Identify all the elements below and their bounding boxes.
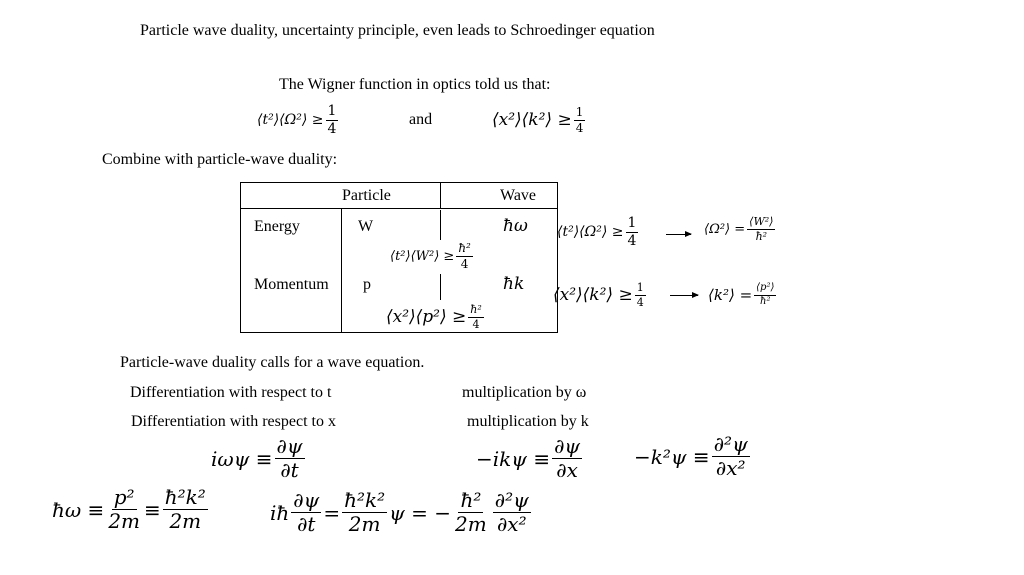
- fraction: $\frac{\text{∂²ψ}}{\text{∂x²}}$: [494, 488, 529, 536]
- fraction: $\frac{\text{ħ²k²}}{2m}$: [164, 485, 206, 533]
- k-squared-result: [708, 283, 778, 307]
- fraction: $\frac{\partial\psi}{\partial t}$: [276, 434, 303, 482]
- equation-operator: ≡: [144, 497, 161, 522]
- inequality-lhs: ⟨t²⟩⟨W²⟩ ≥: [390, 248, 455, 264]
- arrow-right-icon: [666, 234, 691, 235]
- fraction: $\frac{\text{ħ²}}{4}$: [470, 303, 482, 331]
- slide-heading: Particle wave duality, uncertainty principle, even leads to Schroedinger equation: [140, 22, 655, 39]
- differentiation-x-text: Differentiation with respect to x: [131, 413, 336, 430]
- inequality-lhs: ⟨t²⟩⟨Ω²⟩ ≥: [257, 112, 324, 129]
- table-row-energy: Energy: [254, 218, 300, 235]
- inequality-lhs: ⟨x²⟩⟨k²⟩ ≥: [492, 109, 572, 130]
- equation-lhs: −k²ψ ≡: [634, 444, 710, 469]
- table-column-divider: [341, 208, 342, 332]
- momentum-position-inequality: [386, 304, 486, 330]
- fraction: $\frac{\text{∂²ψ}}{\text{∂x²}}$: [713, 432, 748, 480]
- fraction: $\frac{\text{p²}}{2m}$: [108, 485, 141, 533]
- fraction: $\frac{\text{⟨W²⟩}}{\text{ħ²}}$: [749, 215, 774, 243]
- momentum-particle-cell: p: [363, 276, 371, 293]
- omega-squared-result: [704, 216, 777, 242]
- result-lhs: ⟨k²⟩ =: [708, 285, 753, 304]
- inequality-lhs: ⟨t²⟩⟨Ω²⟩ ≥: [557, 224, 624, 241]
- second-derivative-equation: [634, 434, 752, 479]
- space-derivative-equation: [476, 436, 584, 481]
- table-column-divider: [440, 274, 441, 300]
- fraction: $\frac{1}{4}$: [636, 281, 644, 309]
- fraction: $\frac{1}{4}$: [327, 103, 337, 137]
- equation-lhs: iħ: [270, 500, 290, 525]
- table-column-divider: [440, 183, 441, 208]
- schroedinger-equation: [270, 490, 533, 535]
- multiplication-omega-text: multiplication by ω: [462, 384, 587, 401]
- energy-particle-cell: W: [358, 218, 374, 235]
- fraction: $\frac{\text{ħ²k²}}{2m}$: [344, 488, 386, 536]
- inequality-lhs: ⟨x²⟩⟨k²⟩ ≥: [553, 284, 633, 305]
- equation-operator: ψ = −: [389, 500, 452, 525]
- table-header-divider: [241, 208, 557, 209]
- fraction: $\frac{\partial\psi}{\partial x}$: [554, 434, 581, 482]
- combine-text: Combine with particle-wave duality:: [102, 151, 338, 168]
- energy-wave-cell: ħω: [503, 216, 528, 236]
- wigner-intro-text: The Wigner function in optics told us that:: [279, 76, 551, 93]
- energy-dispersion-equation: [52, 487, 210, 532]
- fraction: $\frac{\partial\psi}{\partial t}$: [293, 488, 320, 536]
- side-space-inequality: [553, 282, 648, 308]
- energy-time-inequality: [390, 242, 475, 270]
- fraction: $\frac{1}{4}$: [627, 215, 637, 249]
- inequality-lhs: ⟨x²⟩⟨p²⟩ ≥: [386, 306, 467, 327]
- wave-equation-text: Particle-wave duality calls for a wave equation.: [120, 354, 425, 371]
- space-wavenumber-inequality: [492, 106, 587, 134]
- differentiation-t-text: Differentiation with respect to t: [130, 384, 332, 401]
- equation-operator: =: [323, 500, 341, 525]
- fraction: $\frac{\text{ħ²}}{2m}$: [455, 488, 487, 536]
- table-row-momentum: Momentum: [254, 276, 329, 293]
- time-derivative-equation: [211, 436, 307, 481]
- fraction: $\frac{\text{ħ²}}{4}$: [458, 241, 471, 271]
- table-header-wave: Wave: [500, 187, 537, 204]
- table-column-divider: [440, 210, 441, 240]
- result-lhs: ⟨Ω²⟩ =: [704, 221, 746, 237]
- side-time-inequality: [557, 216, 640, 248]
- equation-lhs: ħω ≡: [52, 497, 105, 522]
- fraction: $\frac{1}{4}$: [575, 105, 584, 135]
- equation-lhs: iωψ ≡: [211, 446, 273, 471]
- fraction: $\frac{\text{⟨p²⟩}}{\text{ħ²}}$: [756, 282, 775, 307]
- momentum-wave-cell: ħk: [503, 274, 525, 294]
- multiplication-k-text: multiplication by k: [467, 413, 589, 430]
- equation-lhs: −ikψ ≡: [476, 446, 551, 471]
- arrow-right-icon: [670, 295, 698, 296]
- and-text: and: [409, 111, 433, 128]
- table-header-particle: Particle: [342, 187, 391, 204]
- time-frequency-inequality: [257, 104, 340, 136]
